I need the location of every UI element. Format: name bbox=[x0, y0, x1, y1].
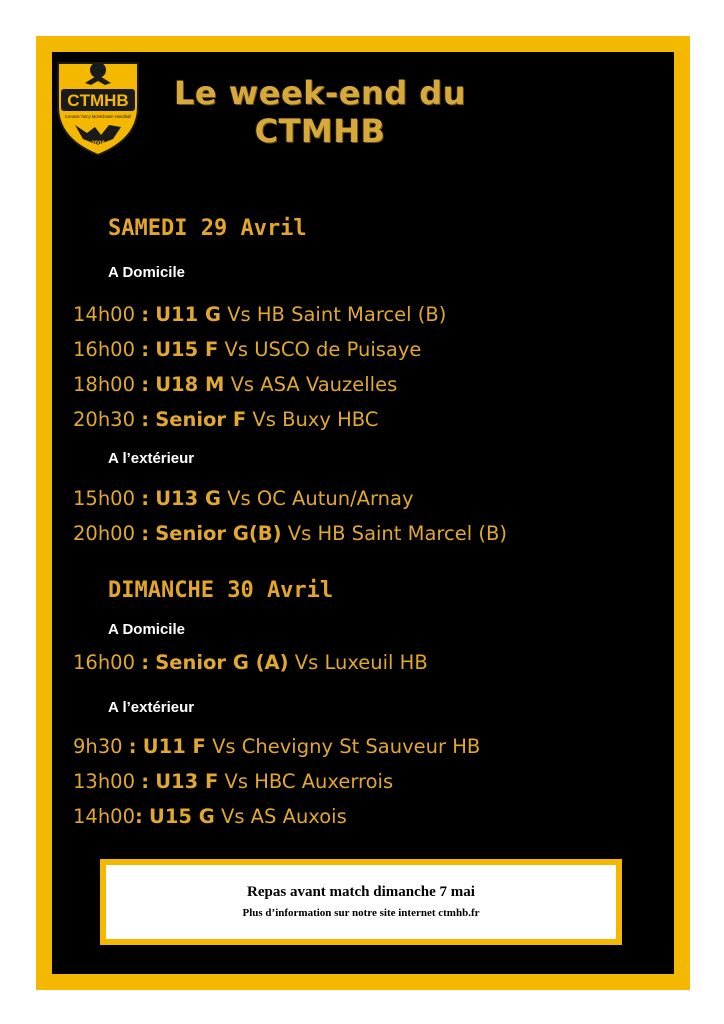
match-row bbox=[73, 770, 393, 793]
match-row bbox=[73, 735, 480, 758]
match-time: 20h30 bbox=[73, 408, 142, 431]
club-logo bbox=[55, 55, 141, 157]
match-opponent: Vs HBC Auxerrois bbox=[224, 770, 394, 793]
logo-name: CTMHB bbox=[67, 91, 129, 110]
match-opponent: Vs Buxy HBC bbox=[252, 408, 379, 431]
match-time: 20h00 bbox=[73, 522, 142, 545]
match-team: Senior G(B) bbox=[155, 522, 282, 545]
match-row bbox=[73, 522, 507, 545]
match-sep: : bbox=[141, 303, 149, 326]
match-opponent: Vs OC Autun/Arnay bbox=[227, 487, 414, 510]
match-opponent: Vs HB Saint Marcel (B) bbox=[227, 303, 447, 326]
match-sep: : bbox=[141, 770, 149, 793]
logo-subtitle: Creusot Torcy Montchanin Handball bbox=[64, 114, 132, 119]
poster-board bbox=[52, 52, 674, 974]
match-team: U11 G bbox=[155, 303, 221, 326]
page-title bbox=[150, 74, 490, 150]
match-row bbox=[73, 805, 347, 828]
match-opponent: Vs Luxeuil HB bbox=[294, 651, 428, 674]
match-team: U13 F bbox=[155, 770, 219, 793]
match-opponent: Vs AS Auxois bbox=[220, 805, 347, 828]
match-time: 9h30 bbox=[73, 735, 129, 758]
match-row bbox=[73, 408, 378, 431]
notice-headline: Repas avant match dimanche 7 mai bbox=[247, 884, 475, 900]
match-team: U13 G bbox=[155, 487, 221, 510]
section-home-sunday: A Domicile bbox=[108, 621, 185, 638]
match-row bbox=[73, 487, 414, 510]
match-sep: : bbox=[141, 373, 149, 396]
logo-year: 2008 bbox=[91, 141, 105, 147]
match-row bbox=[73, 651, 428, 674]
notice-info: Plus d’information sur notre site internet ctmhb.fr bbox=[242, 907, 480, 919]
match-time: 16h00 bbox=[73, 338, 142, 361]
match-time: 16h00 bbox=[73, 651, 142, 674]
match-sep: : bbox=[128, 735, 137, 758]
title-line1: Le week-end du bbox=[174, 74, 466, 112]
match-sep: : bbox=[141, 408, 149, 431]
match-time: 18h00 bbox=[73, 373, 142, 396]
match-time: 14h00 bbox=[73, 805, 135, 828]
match-team: U15 F bbox=[155, 338, 219, 361]
match-sep: : bbox=[141, 651, 149, 674]
match-team: U18 M bbox=[155, 373, 225, 396]
match-row bbox=[73, 303, 446, 326]
day-heading-sunday: DIMANCHE 30 Avril bbox=[108, 578, 334, 603]
match-time: 14h00 bbox=[73, 303, 142, 326]
match-opponent: Vs Chevigny St Sauveur HB bbox=[212, 735, 481, 758]
match-opponent: Vs HB Saint Marcel (B) bbox=[287, 522, 507, 545]
match-team: Senior F bbox=[155, 408, 247, 431]
match-team: U11 F bbox=[142, 735, 206, 758]
notice-box bbox=[106, 865, 616, 939]
match-sep: : bbox=[135, 805, 143, 828]
match-sep: : bbox=[141, 522, 149, 545]
match-sep: : bbox=[141, 487, 149, 510]
match-time: 13h00 bbox=[73, 770, 142, 793]
match-row bbox=[73, 373, 397, 396]
section-away-sunday: A l’extérieur bbox=[108, 699, 195, 716]
section-away-saturday: A l’extérieur bbox=[108, 450, 195, 467]
match-time: 15h00 bbox=[73, 487, 142, 510]
match-team: Senior G (A) bbox=[155, 651, 289, 674]
match-opponent: Vs USCO de Puisaye bbox=[224, 338, 422, 361]
match-opponent: Vs ASA Vauzelles bbox=[230, 373, 398, 396]
section-home-saturday: A Domicile bbox=[108, 264, 185, 281]
title-line2: CTMHB bbox=[254, 112, 386, 150]
match-row bbox=[73, 338, 421, 361]
match-team: U15 G bbox=[149, 805, 215, 828]
day-heading-saturday: SAMEDI 29 Avril bbox=[108, 216, 307, 241]
match-sep: : bbox=[141, 338, 149, 361]
